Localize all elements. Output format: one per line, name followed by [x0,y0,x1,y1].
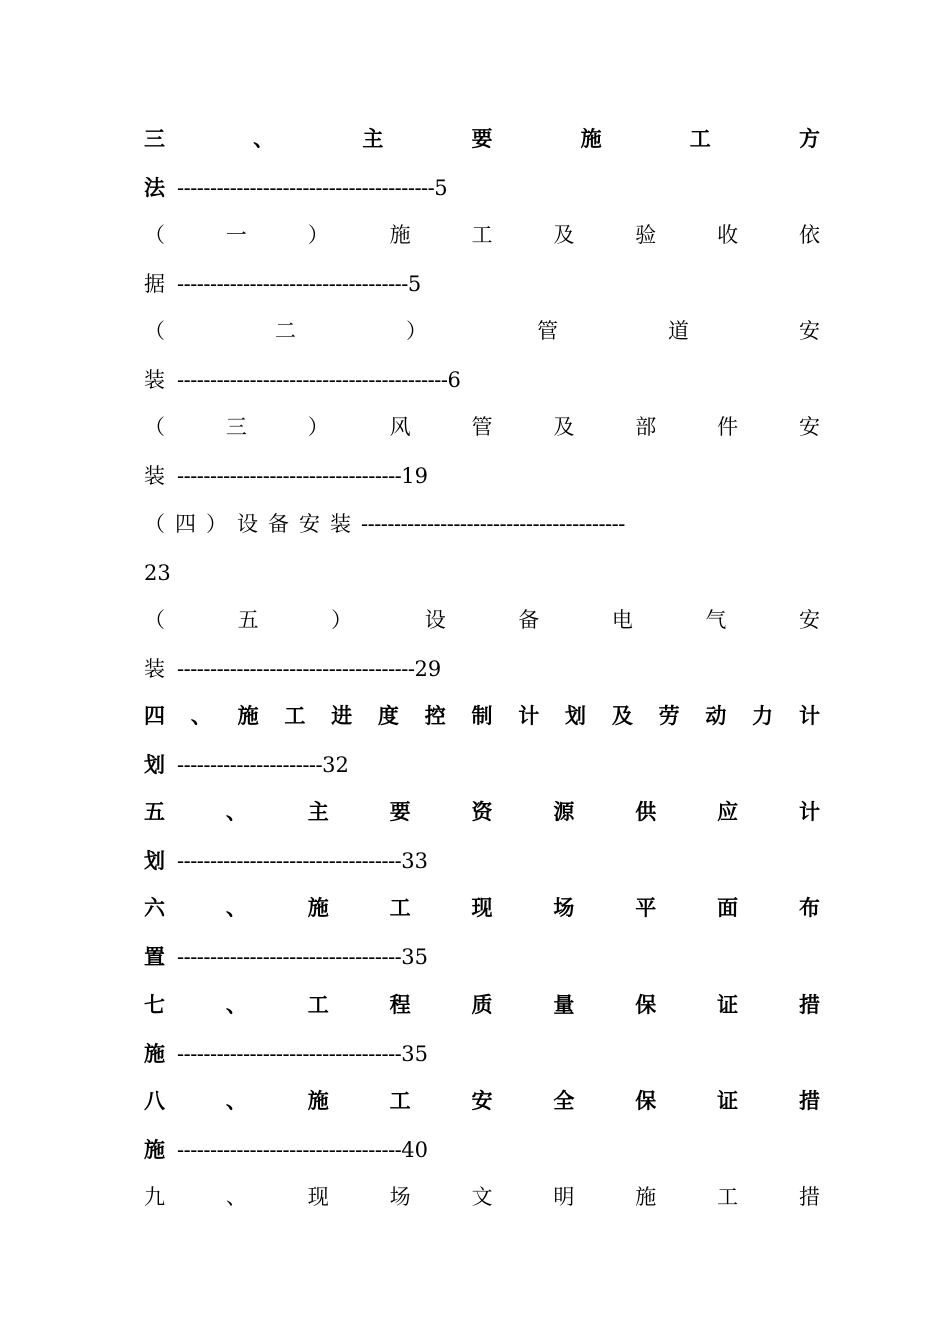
toc-page-number: 35 [401,945,428,969]
toc-title-char: 方 [798,126,820,151]
toc-entry-continuation [144,1135,820,1165]
toc-entry-title: （四）设备安装 [144,512,361,536]
toc-entry-title-line [144,509,834,539]
toc-title-char: ） [406,319,427,343]
toc-entry-title-line [144,990,820,1020]
toc-title-char: 安 [799,415,820,439]
toc-entry-continuation [144,942,820,972]
toc-page-number: 29 [414,657,442,681]
toc-title-char: 措 [799,1185,820,1209]
toc-title-char: 工 [717,1185,739,1209]
toc-title-char: 收 [717,223,739,247]
toc-title-char: 一 [225,223,247,247]
toc-title-char: 供 [635,799,657,824]
toc-title-char: 六 [144,895,165,920]
toc-page-number: 40 [401,1138,428,1162]
toc-title-char: 安 [471,1088,493,1113]
toc-title-char: 电 [611,608,633,632]
toc-title-char: 措 [799,992,820,1017]
toc-page-number: 5 [407,272,422,296]
toc-title-char: 施 [144,1137,165,1162]
toc-title-char: 要 [471,126,493,151]
toc-title-char: 应 [717,799,739,824]
toc-title-char: 进 [331,703,353,728]
toc-page-number: 5 [434,176,448,200]
toc-title-char: 验 [635,223,657,247]
toc-title-char: 八 [144,1088,165,1113]
toc-title-char: （ [144,223,165,247]
toc-title-char: 划 [144,848,165,873]
toc-entry-continuation [144,461,820,491]
toc-title-char: 文 [471,1185,493,1209]
toc-title-char: 、 [190,703,212,728]
toc-title-char: 场 [553,895,575,920]
toc-title-char: 法 [144,175,165,200]
toc-page-number: 32 [322,753,349,777]
toc-title-char: 、 [225,1088,247,1113]
toc-entry-title-line [144,605,820,635]
toc-title-char: 保 [635,1088,657,1113]
toc-title-char: 装 [144,464,165,488]
toc-entry-continuation [144,269,820,299]
toc-title-char: 及 [553,415,575,439]
toc-leader-dots: ---------------------------------- [177,945,402,969]
toc-title-char: 计 [799,799,820,824]
toc-title-char: 施 [237,703,259,728]
toc-title-char: 风 [389,415,411,439]
toc-leader-dots: ----------------------------------- [177,272,408,296]
toc-title-char: 及 [611,703,633,728]
toc-leader-dots: ---------------------------------- [177,1138,402,1162]
toc-title-char: 全 [553,1088,575,1113]
toc-title-char: 力 [752,703,774,728]
toc-title-char: 布 [799,895,820,920]
toc-title-char: 置 [144,944,165,969]
toc-title-char: 控 [424,703,446,728]
toc-title-char: 道 [668,319,689,343]
toc-title-char: 装 [144,368,165,392]
toc-title-char: 三 [225,415,247,439]
toc-page-number: 6 [447,368,461,392]
toc-leader-dots: ----------------------------------------- [177,368,448,392]
toc-title-char: 现 [307,1185,329,1209]
toc-leader-dots: ---------------------- [177,753,323,777]
toc-title-char: 面 [717,895,739,920]
toc-title-char: 工 [284,703,306,728]
toc-title-char: 计 [518,703,540,728]
toc-title-char: 工 [389,1088,411,1113]
toc-title-char: 装 [144,657,165,681]
toc-title-char: 要 [389,799,411,824]
toc-entry-title-line [144,797,820,827]
toc-title-char: 四 [144,703,165,728]
toc-title-char: ） [331,608,353,632]
toc-title-char: 、 [225,895,247,920]
toc-title-char: 制 [471,703,493,728]
toc-entry-title-line [144,1182,820,1212]
toc-title-char: 施 [307,895,329,920]
toc-entry-continuation [144,654,820,684]
toc-title-char: 动 [705,703,727,728]
toc-title-char: 工 [689,126,711,151]
toc-title-char: 施 [307,1088,329,1113]
toc-page-number: 33 [401,849,428,873]
toc-title-char: 管 [537,319,558,343]
toc-entry-title-line [144,1086,820,1116]
toc-title-char: ） [307,223,329,247]
toc-title-char: 保 [635,992,657,1017]
toc-title-char: 主 [362,126,384,151]
toc-title-char: 平 [635,895,657,920]
toc-entry-title-line [144,893,820,923]
toc-title-char: 现 [471,895,493,920]
toc-entry-title-line [144,701,820,731]
toc-title-char: 量 [553,992,575,1017]
toc-entry-title-line [144,412,820,442]
toc-title-char: 证 [717,1088,739,1113]
toc-page-number: 23 [144,561,171,585]
toc-title-char: 、 [225,799,247,824]
toc-leader-dots: ---------------------------------------- [361,512,625,536]
toc-title-char: 五 [144,799,165,824]
toc-title-char: 划 [144,752,165,777]
toc-title-char: 资 [471,799,493,824]
toc-title-char: 安 [799,319,820,343]
toc-leader-dots: --------------------------------------- [177,176,435,200]
toc-title-char: 场 [389,1185,411,1209]
toc-title-char: 、 [253,126,275,151]
toc-title-char: 计 [798,703,820,728]
toc-leader-dots: ---------------------------------- [177,464,402,488]
toc-title-char: 证 [717,992,739,1017]
toc-title-char: （ [144,319,165,343]
toc-title-char: 设 [424,608,446,632]
toc-title-char: 源 [553,799,575,824]
toc-title-char: 五 [237,608,259,632]
toc-entry-title-line [144,124,820,154]
toc-entry-title-line [144,316,820,346]
toc-page-number: 35 [401,1042,428,1066]
toc-title-char: ） [307,415,329,439]
toc-page-number: 19 [401,464,428,488]
toc-title-char: 气 [705,608,727,632]
toc-title-char: 九 [144,1185,165,1209]
toc-entry-continuation [144,846,820,876]
toc-title-char: 施 [389,223,411,247]
toc-title-char: 质 [471,992,493,1017]
toc-title-char: 工 [471,223,493,247]
toc-title-char: 划 [565,703,587,728]
toc-title-char: 管 [471,415,493,439]
toc-title-char: 施 [580,126,602,151]
toc-title-char: 及 [553,223,575,247]
toc-title-char: 七 [144,992,165,1017]
toc-entry-continuation [144,365,820,395]
toc-entry-continuation [144,1039,820,1069]
toc-title-char: 工 [389,895,411,920]
toc-title-char: 依 [799,223,820,247]
toc-leader-dots: ------------------------------------ [177,657,415,681]
toc-title-char: 度 [377,703,399,728]
toc-entry-continuation [144,750,820,780]
toc-title-char: 施 [635,1185,657,1209]
toc-title-char: 明 [553,1185,575,1209]
toc-title-char: 施 [144,1041,165,1066]
toc-title-char: 二 [275,319,296,343]
toc-entry-continuation [144,173,820,203]
toc-title-char: 部 [635,415,657,439]
toc-title-char: 三 [144,126,165,151]
toc-title-char: （ [144,415,165,439]
toc-title-char: 措 [799,1088,820,1113]
toc-title-char: 备 [518,608,540,632]
toc-title-char: 工 [307,992,329,1017]
toc-leader-dots: ---------------------------------- [177,1042,402,1066]
toc-title-char: 、 [225,992,247,1017]
toc-title-char: 件 [717,415,739,439]
toc-title-char: 安 [798,608,820,632]
toc-title-char: 、 [225,1185,247,1209]
toc-title-char: 劳 [658,703,680,728]
toc-entry-title-line [144,220,820,250]
toc-title-char: 主 [307,799,329,824]
toc-title-char: 据 [144,272,165,296]
toc-title-char: 程 [389,992,411,1017]
toc-leader-dots: ---------------------------------- [177,849,402,873]
toc-title-char: （ [144,608,165,632]
